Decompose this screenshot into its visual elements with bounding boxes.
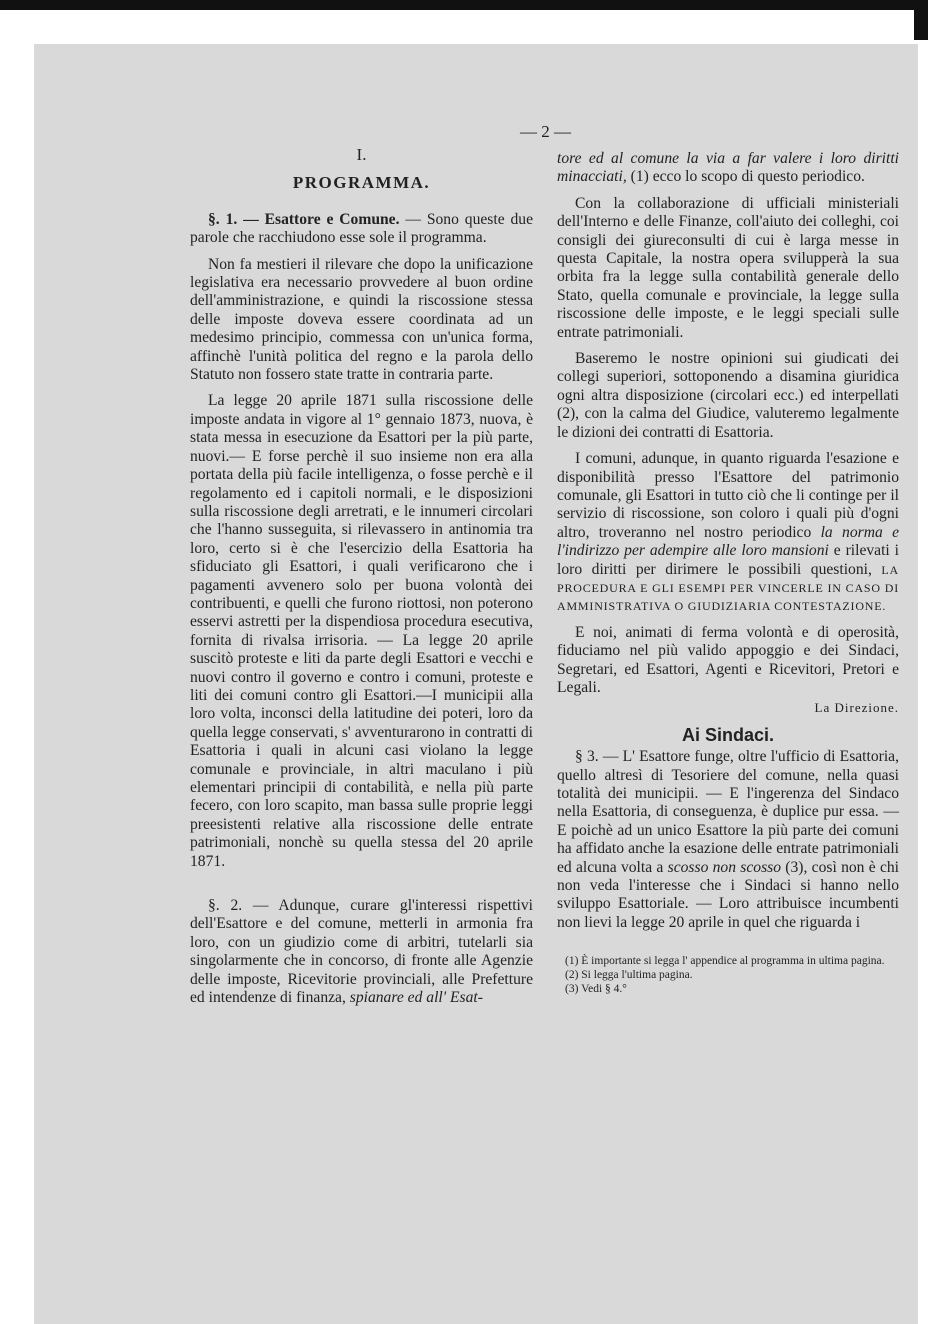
- paragraph-s1: [190, 211, 533, 248]
- right-column: [557, 150, 899, 996]
- paragraph-collaboration: Con la collaborazione di ufficiali ministeriali dell'Interno e delle Finanze, coll'aiuto dei colleghi, coi consigli dei giureconsulti di cui è larga messe in questa Capitale, la nostra opera svilupperà la sua orbita fra la legge sulla contabilità generale dello Stato, quella comunale e provinciale, la legge sulla riscossione delle imposte, e le leggi speciali sulle entrate patrimoniali.: [557, 194, 899, 341]
- paragraph-noi: E noi, animati di ferma volontà e di operosità, fiduciamo nel più valido appoggio e dei Sindaci, Segretari, ed Esattori, Agenti e Ricevitori, Pretori e Legali.: [557, 623, 899, 696]
- section-heading: PROGRAMMA.: [292, 173, 431, 193]
- scan-border-top: [0, 0, 928, 10]
- paragraph-continuation: [557, 150, 899, 187]
- s3-italic: scosso non scosso: [667, 858, 782, 876]
- comuni-italic: la norma e l'indirizzo per adempire alle loro mansioni: [557, 523, 899, 560]
- comuni-text-b: e rilevati i loro diritti per dirimere le possibili questioni,: [557, 542, 899, 578]
- heading-ai-sindaci: Ai Sindaci.: [681, 724, 775, 745]
- signature: La Direzione.: [814, 700, 899, 716]
- comuni-text-a: I comuni, adunque, in quanto riguarda l'esazione e disponibilità presso l'Esattore del patrimonio comunale, gli Esattori in tutto ciò che li continge per il servizio di riscossione, son coloro i quali più d'ogni altro, troveranno nel nostro periodico: [557, 450, 899, 541]
- footnotes: [557, 954, 899, 996]
- continuation-italic: tore ed al comune la via a far valere i loro diritti minacciati,: [557, 150, 899, 186]
- comuni-smallcaps: LA PROCEDURA E GLI ESEMPI PER VINCERLE IN CASO DI AMMINISTRATIVA O GIUDIZIARIA CONTESTAZIONE.: [557, 562, 899, 614]
- left-column: [190, 146, 533, 1007]
- paragraph-comuni: [557, 450, 899, 616]
- page-number: — 2 —: [520, 122, 571, 141]
- s3-text-a: § 3. — L' Esattore funge, oltre l'ufficio di Esattoria, quello altresì di Tesoriere del comune, nella quasi totalità dei municipii. — E l'ingerenza del Sindaco nella Esattoria, di conseguenza, è duplice pur essa. — E poichè ad un unico Esattore la più parte dei comuni ha affidato anche la esazione delle entrate patrimoniali ed alcuna volta a: [557, 748, 899, 876]
- s1-title: §. 1. — Esattore e Comune.: [208, 210, 400, 228]
- s1-intro: — Sono queste due parole che racchiudono esse sole il programma.: [190, 210, 533, 247]
- continuation-rest: (1) ecco lo scopo di questo periodico.: [626, 168, 865, 186]
- s2-text: §. 2. — Adunque, curare gl'interessi rispettivi dell'Esattore e del comune, metterli in armonia fra loro, con un giudizio come di arbitri, tutelarli sia singolarmente che in concorso, di fronte alle Agenzie delle imposte, Ricevitorie provinciali, alle Prefetture ed intendenze di finanza,: [190, 897, 533, 1007]
- footnote: (3) Vedi § 4.°: [565, 983, 627, 996]
- footnote: (1) È importante si legga l' appendice al programma in ultima pagina.: [565, 955, 885, 968]
- footnote: (2) Si legga l'ultima pagina.: [565, 969, 693, 982]
- paragraph-s2: [190, 897, 533, 1007]
- paragraph-unification: Non fa mestieri il rilevare che dopo la unificazione legislativa era necessario provvedere al buon ordine dell'amministrazione, e quindi la riscossione stessa delle imposte doveva essere coordinata ad un medesimo principio, commessa con un'unica forma, affinchè l'unità politica del regno e la parola dello Statuto non fossero state tratte in contraria parte.: [190, 255, 533, 384]
- s3-text-b: (3), così non è chi non veda l'interesse che i Sindaci si hanno nello sviluppo Esattoriale. — Loro attribuisce incumbenti non lievi la legge 20 aprile in quel che riguarda i: [557, 858, 899, 931]
- paragraph-law-1871: La legge 20 aprile 1871 sulla riscossione delle imposte andata in vigore al 1° gennaio 1873, nuova, è stata messa in esecuzione da Esattori per la più parte, nuovi.— E forse perchè il suo insieme non era alla portata della più facile intelligenza, o fosse perchè e il regolamento ed i capitoli normali, e le disposizioni sulla riscossione degli arretrati, e le innumeri circolari che l'hanno susseguita, si rilevassero in antinomia tra loro, certo si è che l'esercizio della Esattoria ha sfiduciato gli Esattori, i quali verificarono che i pagamenti avvenero solo per buona volontà dei contribuenti, e quelli che furono riottosi, non poterono esservi astretti per la dispendiosa procedura esecutiva, fornita di rivalsa irrisoria. — La legge 20 aprile suscitò proteste e liti da parte degli Esattori e vecchi e nuovi contro il governo e contro i comuni, proteste e liti dei comuni contro gli Esattori.—I municipii alla loro volta, inconsci della latitudine dei poteri, loro da quella legge conservati, s' avventurarono in contratti di Esattoria i quali in alcuni casi violano la legge comunale e provinciale, in altri maculano i più elementari principii di contabilità, e nella più parte fecero, con loro scapito, man bassa sulle proprie leggi preesistenti relative alla riscossione delle entrate patrimoniali, nonchè su quella stessa del 20 aprile 1871.: [190, 392, 533, 870]
- paragraph-baseremo: Baseremo le nostre opinioni sui giudicati dei collegi superiori, sottoponendo a disamina giuridica ogni altra disposizione (circolari ecc.) ed interpellati (2), con la calma del Giudice, valuteremo legalmente le dizioni dei contratti di Esattoria.: [557, 350, 899, 441]
- scan-border-right: [914, 0, 928, 40]
- paragraph-s3: [557, 748, 899, 932]
- s2-italic-tail: spianare ed all' Esat-: [349, 989, 483, 1007]
- section-numeral: I.: [356, 145, 367, 164]
